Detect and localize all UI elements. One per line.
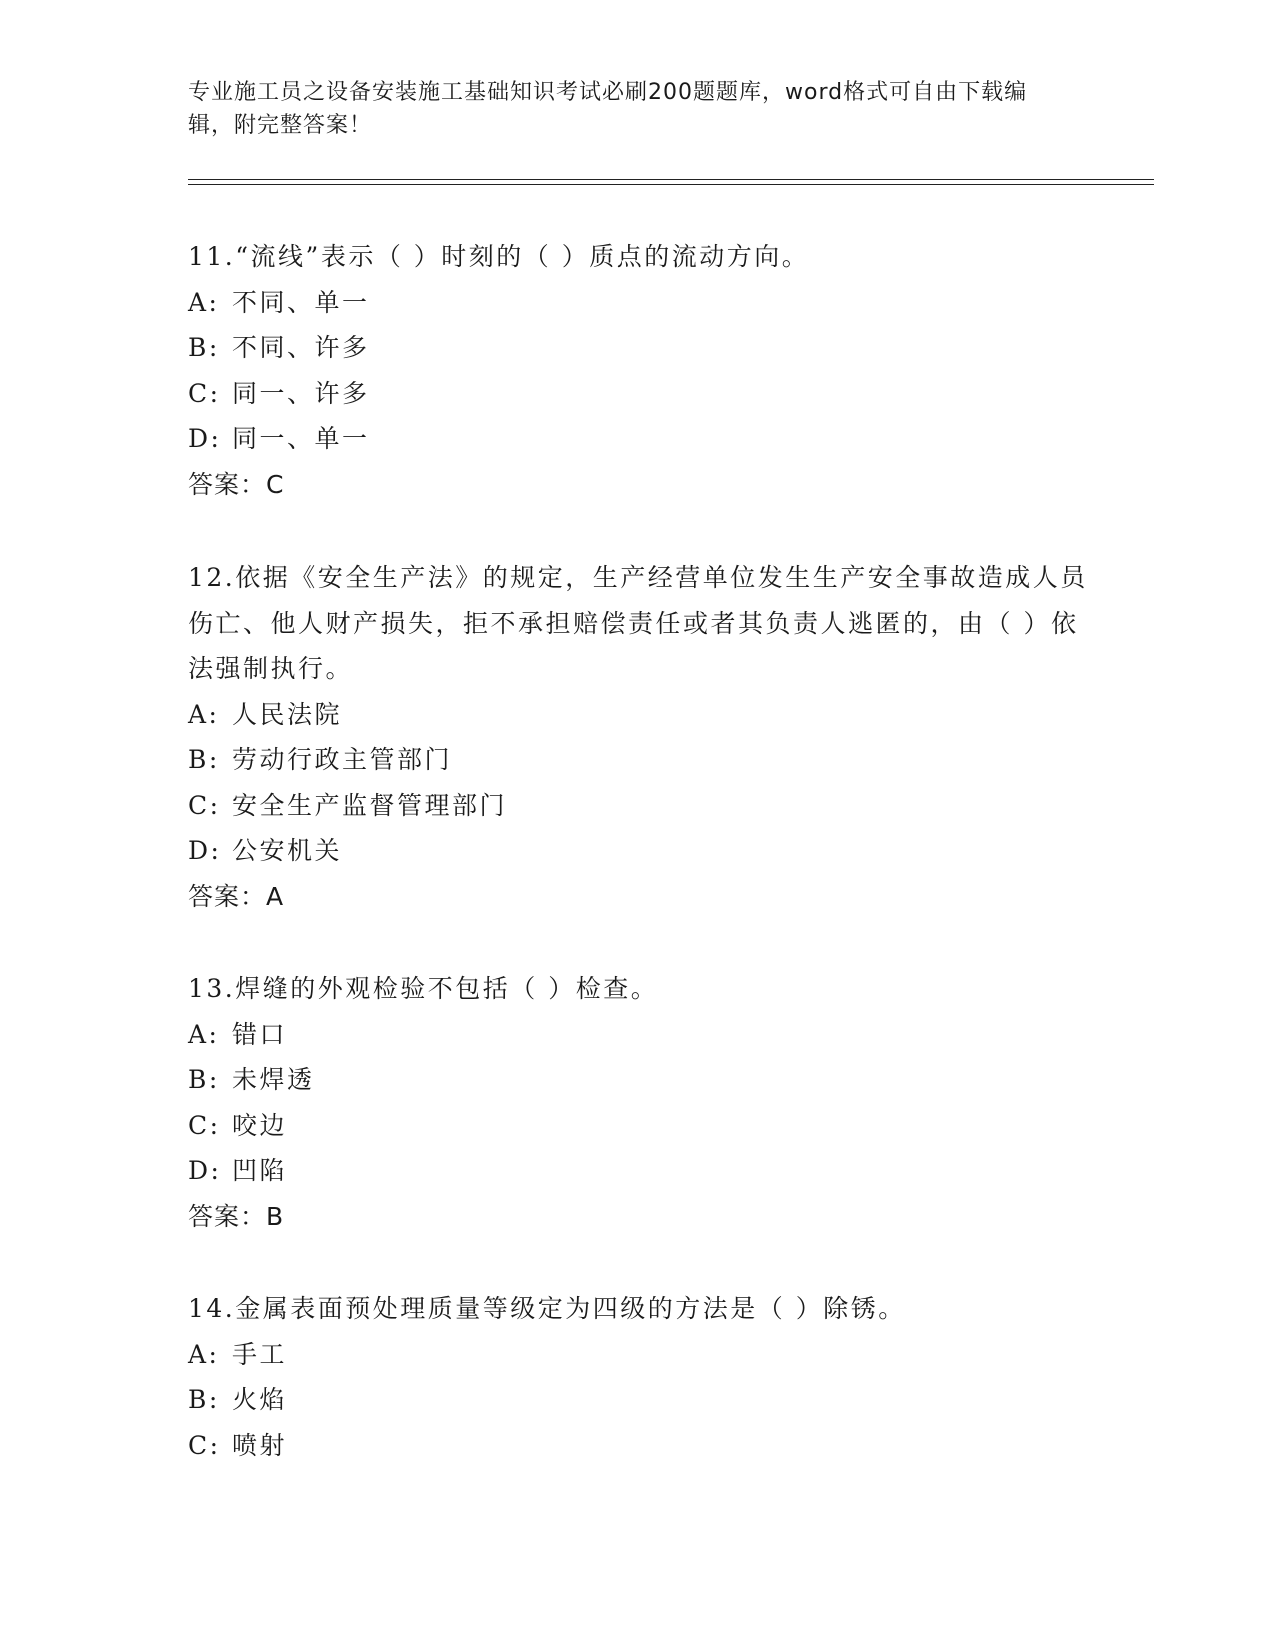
answer-line: 答案：B [188,1201,285,1231]
option-text: 同一、单一 [232,424,370,453]
header-divider-top [188,179,1154,180]
option-a [188,1012,1088,1058]
question-12 [188,555,1088,919]
question-14 [188,1286,1088,1468]
option-a [188,692,1088,738]
option-text: 咬边 [232,1110,288,1140]
question-stem: 14.金属表面预处理质量等级定为四级的方法是（ ）除锈。 [188,1294,906,1323]
option-a [188,280,1088,326]
option-letter: A: [188,287,220,317]
question-stem: 12.依据《安全生产法》的规定，生产经营单位发生生产安全事故造成人员伤亡、他人财产损失，拒不承担赔偿责任或者其负责人逃匿的，由（ ）依法强制执行。 [188,563,1088,683]
option-letter: C: [188,790,221,820]
option-letter: A: [188,1019,220,1049]
option-text: 错口 [232,1019,288,1049]
option-letter: D: [188,424,222,453]
option-text: 人民法院 [232,699,343,729]
question-stem: 11.“流线”表示（ ）时刻的（ ）质点的流动方向。 [188,242,810,271]
option-letter: A: [188,699,220,729]
option-letter: C: [188,1430,221,1460]
option-text: 火焰 [232,1385,288,1414]
option-letter: D: [188,836,222,865]
option-c [188,1103,1088,1149]
option-letter: C: [188,378,221,408]
option-c [188,1423,1088,1469]
option-b [188,1057,1088,1103]
option-letter: D: [188,1156,222,1185]
answer-line: 答案：A [188,881,285,911]
option-d [188,828,1088,874]
answer-line: 答案：C [188,469,285,499]
option-text: 不同、单一 [232,287,370,317]
option-letter: A: [188,1339,220,1369]
option-letter: B: [188,1385,220,1414]
header-divider-bottom [188,184,1154,185]
option-c [188,371,1088,417]
option-text: 安全生产监督管理部门 [232,790,508,820]
option-text: 同一、许多 [232,378,370,408]
option-a [188,1332,1088,1378]
question-11 [188,234,1088,507]
option-letter: C: [188,1110,221,1140]
option-b [188,1377,1088,1423]
option-letter: B: [188,1065,220,1094]
option-text: 未焊透 [232,1065,315,1094]
option-d [188,1148,1088,1194]
question-13 [188,966,1088,1239]
option-text: 不同、许多 [232,333,370,362]
option-text: 劳动行政主管部门 [232,745,453,774]
option-b [188,325,1088,371]
option-b [188,737,1088,783]
option-c [188,783,1088,829]
document-header: 专业施工员之设备安装施工基础知识考试必刷200题题库，word格式可自由下载编辑，附完整答案！ [188,80,1028,138]
option-text: 公安机关 [232,836,343,865]
option-d [188,416,1088,462]
option-letter: B: [188,333,220,362]
option-text: 喷射 [232,1430,288,1460]
option-text: 手工 [232,1339,288,1369]
option-text: 凹陷 [232,1156,288,1185]
question-stem: 13.焊缝的外观检验不包括（ ）检查。 [188,974,659,1003]
option-letter: B: [188,745,220,774]
